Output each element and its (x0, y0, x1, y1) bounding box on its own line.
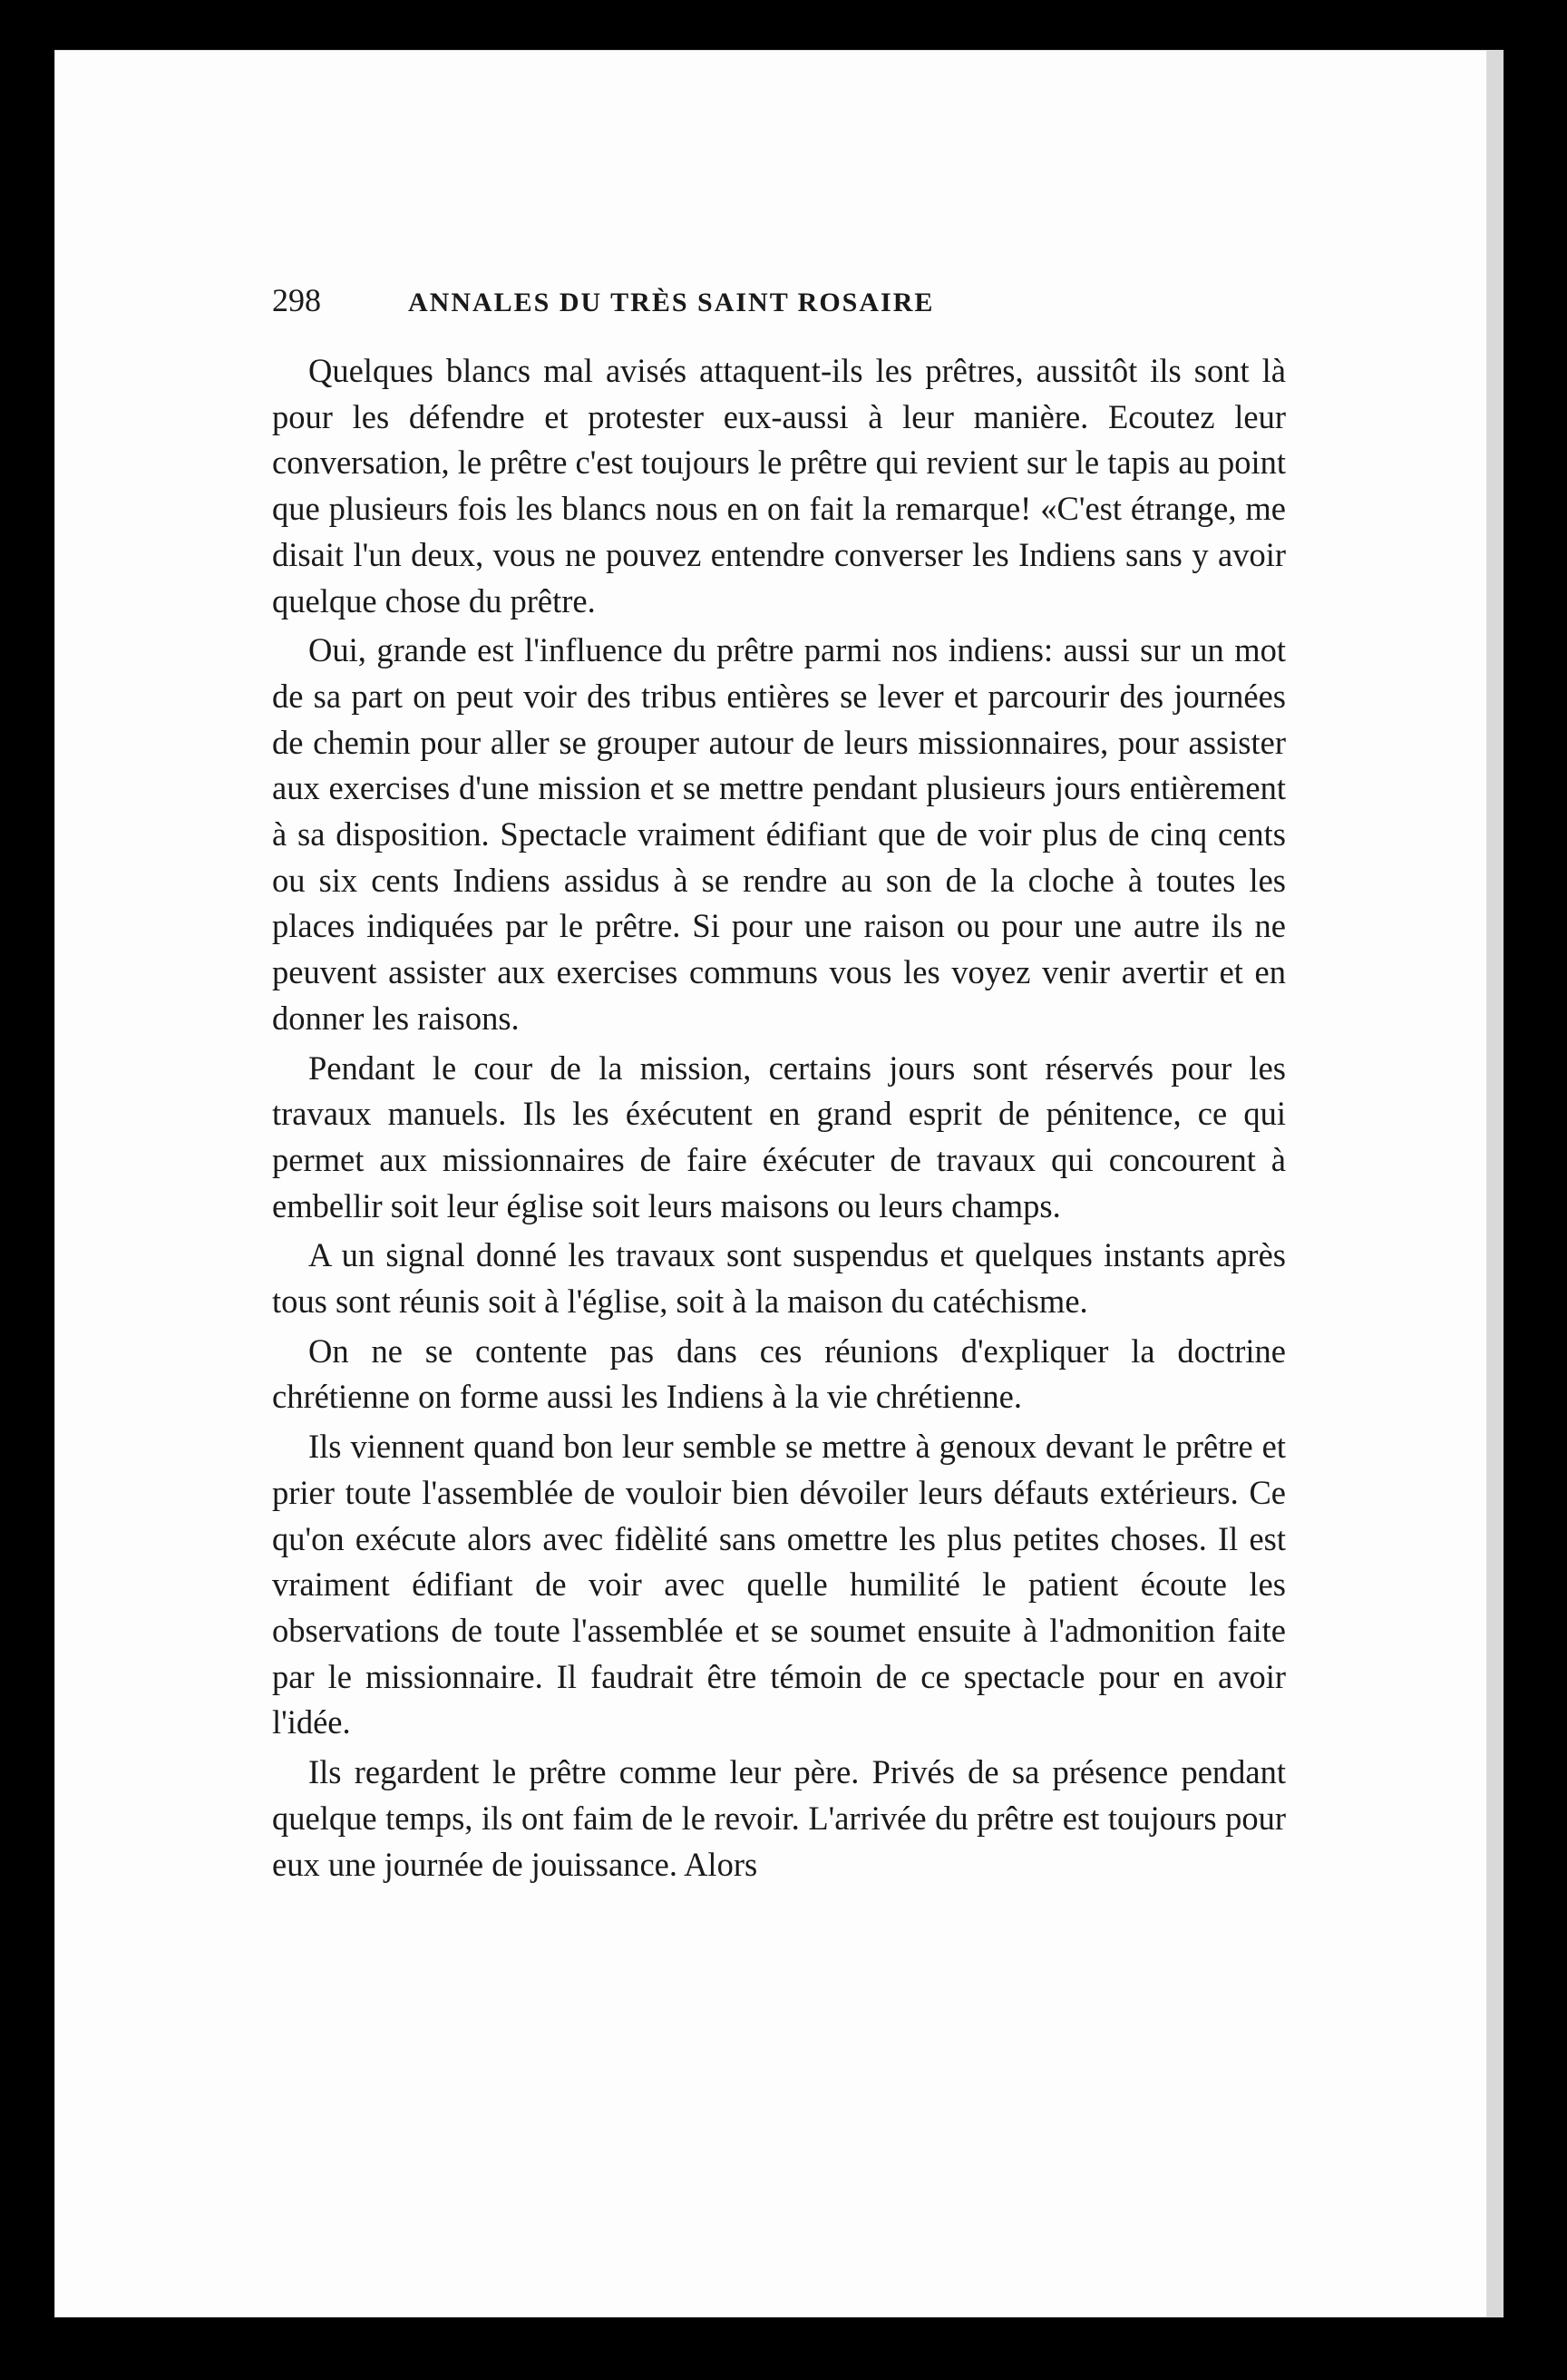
paragraph-4: A un signal donné les travaux sont suspendus et quelques instants après tous sont réunis soit à l'église, soit à la maison du catéchisme. (272, 1236, 1286, 1321)
page-text-block (272, 281, 1286, 1891)
page-number: 298 (272, 282, 321, 318)
running-head: ANNALES DU TRÈS SAINT ROSAIRE (408, 288, 935, 317)
paragraph-2: Oui, grande est l'influence du prêtre parmi nos indiens: aussi sur un mot de sa part on peut voir des tribus entières se lever et parcourir des journées de chemin pour aller se grouper autour de leurs missionnaires, pour assister aux exercises d'une mission et se mettre pendant plusieurs jours entièrement à sa disposition. Spectacle vraiment édifiant que de voir plus de cinq cents ou six cents Indiens assidus à se rendre au son de la cloche à toutes les places indiquées par le prêtre. Si pour une raison ou pour une autre ils ne peuvent assister aux exercises communs vous les voyez venir avertir et en donner les raisons. (272, 631, 1286, 1037)
paragraph-3: Pendant le cour de la mission, certains jours sont réservés pour les travaux manuels. Ils les éxécutent en grand esprit de pénitence, ce qui permet aux missionnaires de faire éxécuter de travaux qui concourent à embellir soit leur église soit leurs maisons ou leurs champs. (272, 1049, 1286, 1224)
paragraph-6: Ils viennent quand bon leur semble se mettre à genoux devant le prêtre et prier toute l'assemblée de vouloir bien dévoiler leurs défauts extérieurs. Ce qu'on exécute alors avec fidèlité sans omettre les plus petites choses. Il est vraiment édifiant de voir avec quelle humilité le patient écoute les observations de toute l'assemblée et se soumet ensuite à l'admonition faite par le missionnaire. Il faudrait être témoin de ce spectacle pour en avoir l'idée. (272, 1428, 1286, 1741)
paragraph-7: Ils regardent le prêtre comme leur père. Privés de sa présence pendant quelque temps, ils ont faim de le revoir. L'arrivée du prêtre est toujours pour eux une journée de jouissance. Alors (272, 1753, 1286, 1883)
paragraph-5: On ne se contente pas dans ces réunions d'expliquer la doctrine chrétienne on forme aussi les Indiens à la vie chrétienne. (272, 1331, 1286, 1416)
paragraph-1: Quelques blancs mal avisés attaquent-ils les prêtres, aussitôt ils sont là pour les défendre et protester eux-aussi à leur manière. Ecoutez leur conversation, le prêtre c'est toujours le prêtre qui revient sur le tapis au point que plusieurs fois les blancs nous en on fait la remarque! «C'est étrange, me disait l'un deux, vous ne pouvez entendre converser les Indiens sans y avoir quelque chose du prêtre. (272, 352, 1286, 619)
adjacent-page-edge (1487, 50, 1504, 2317)
page-header (272, 281, 1286, 336)
